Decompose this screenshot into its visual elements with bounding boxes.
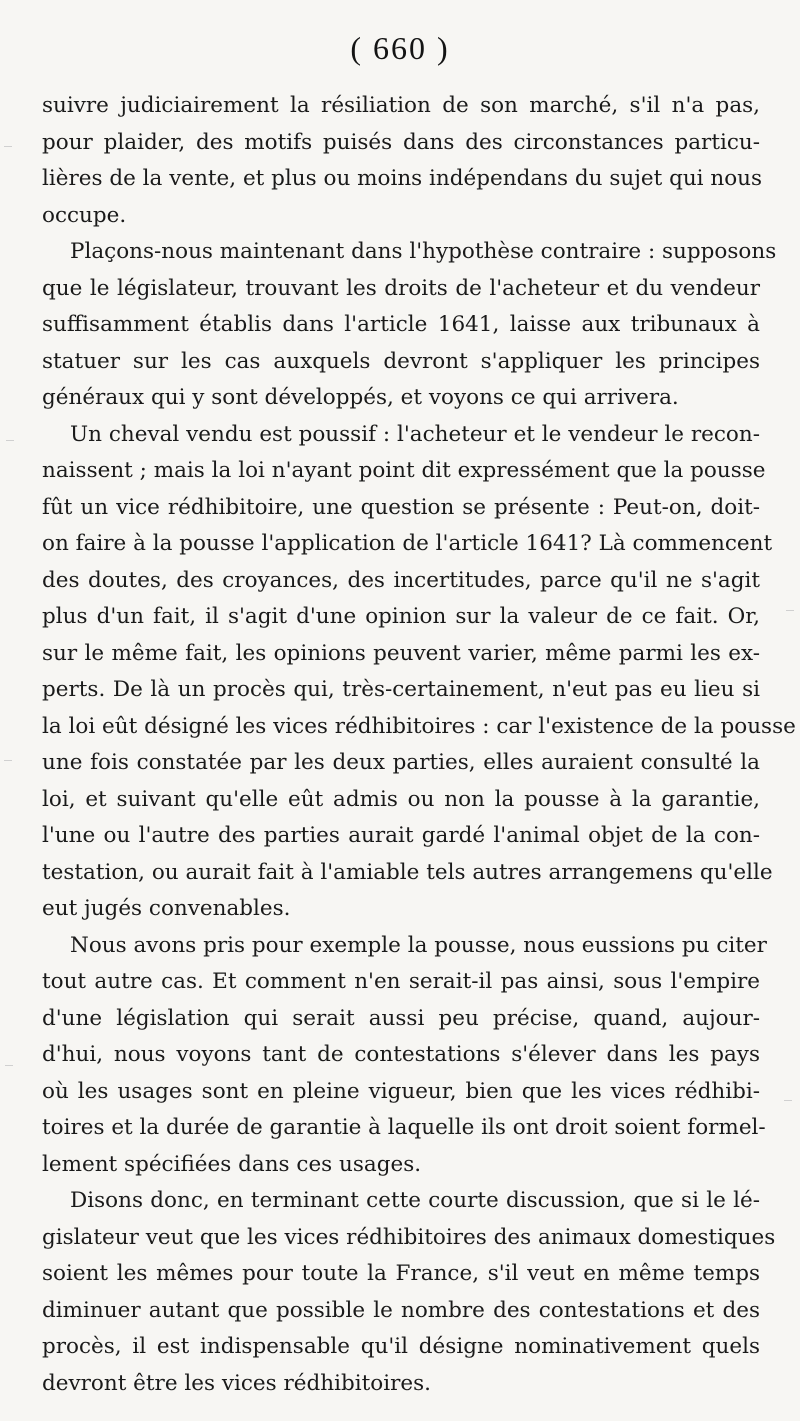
paragraph-1 [42,88,763,234]
text-line: plus d'un fait, il s'agit d'une opinion sur la valeur de ce fait. Or, [42,604,760,629]
paragraph-2 [42,234,777,417]
text-line: d'une législation qui serait aussi peu précise, quand, aujour- [42,1005,760,1031]
body-text [42,88,796,1402]
scan-edge-mark [4,760,12,761]
text-line: procès, il est indispensable qu'il désigne nominativement quels [42,1334,760,1359]
text-line: loi, et suivant qu'elle eût admis ou non la pousse à la garantie, [42,786,760,812]
text-line: gislateur veut que les vices rédhibitoires des animaux domestiques [42,1224,776,1250]
text-line: suffisamment établis dans l'article 1641, laisse aux tribunaux à [42,312,760,337]
text-line: où les usages sont en pleine vigueur, bien que les vices rédhibi- [42,1078,760,1104]
text-line: lement spécifiées dans ces usages. [42,1151,422,1177]
text-line: fût un vice rédhibitoire, une question se présente : Peut-on, doit- [42,494,760,520]
text-line: Un cheval vendu est poussif : l'acheteur et le vendeur le recon- [70,421,760,447]
text-line: pour plaider, des motifs puisés dans des circonstances particu- [42,129,760,155]
text-line: d'hui, nous voyons tant de contestations s'élever dans les pays [42,1042,760,1067]
text-line: Plaçons-nous maintenant dans l'hypothèse contraire : supposons [70,239,777,264]
scan-edge-mark [784,1100,792,1101]
paragraph-3 [42,417,796,928]
text-line: occupe. [42,202,127,228]
text-line: suivre judiciairement la résiliation de son marché, s'il n'a pas, [42,93,760,118]
text-line: eut jugés convenables. [42,896,291,921]
page-number: ( 660 ) [350,30,450,66]
text-line: testation, ou aurait fait à l'amiable tels autres arrangemens qu'elle [42,859,773,885]
text-line: tout autre cas. Et comment n'en serait-il pas ainsi, sous l'empire [42,969,760,994]
text-line: on faire à la pousse l'application de l'article 1641? Là commencent [42,531,773,556]
text-line: diminuer autant que possible le nombre des contestations et des [42,1297,760,1323]
text-line: Disons donc, en terminant cette courte discussion, que si le lé- [70,1188,760,1213]
text-line: devront être les vices rédhibitoires. [42,1370,431,1396]
text-line: généraux qui y sont développés, et voyons ce qui arrivera. [42,385,679,410]
scan-edge-mark [6,440,14,441]
text-line: que le législateur, trouvant les droits de l'acheteur et du vendeur [42,275,760,301]
text-line: lières de la vente, et plus ou moins indépendans du sujet qui nous [42,166,763,191]
text-line: des doutes, des croyances, des incertitudes, parce qu'il ne s'agit [42,567,760,593]
text-line: toires et la durée de garantie à laquelle ils ont droit soient formel- [42,1115,766,1140]
text-line: perts. De là un procès qui, très-certainement, n'eut pas eu lieu si [42,677,760,702]
text-line: une fois constatée par les deux parties, elles auraient consulté la [42,750,760,775]
text-line: statuer sur les cas auxquels devront s'appliquer les principes [42,348,760,374]
scan-edge-mark [786,610,794,611]
text-line: Nous avons pris pour exemple la pousse, nous eussions pu citer [70,932,767,958]
paragraph-5 [42,1183,776,1402]
text-line: sur le même fait, les opinions peuvent varier, même parmi les ex- [42,640,760,666]
text-line: la loi eût désigné les vices rédhibitoires : car l'existence de la pousse [42,713,796,739]
text-line: l'une ou l'autre des parties aurait gardé l'animal objet de la con- [42,823,760,848]
scan-edge-mark [5,1065,13,1066]
text-line: naissent ; mais la loi n'ayant point dit expressément que la pousse [42,458,766,483]
paragraph-4 [42,928,767,1184]
text-line: soient les mêmes pour toute la France, s'il veut en même temps [42,1261,760,1286]
scan-edge-mark [4,146,12,147]
